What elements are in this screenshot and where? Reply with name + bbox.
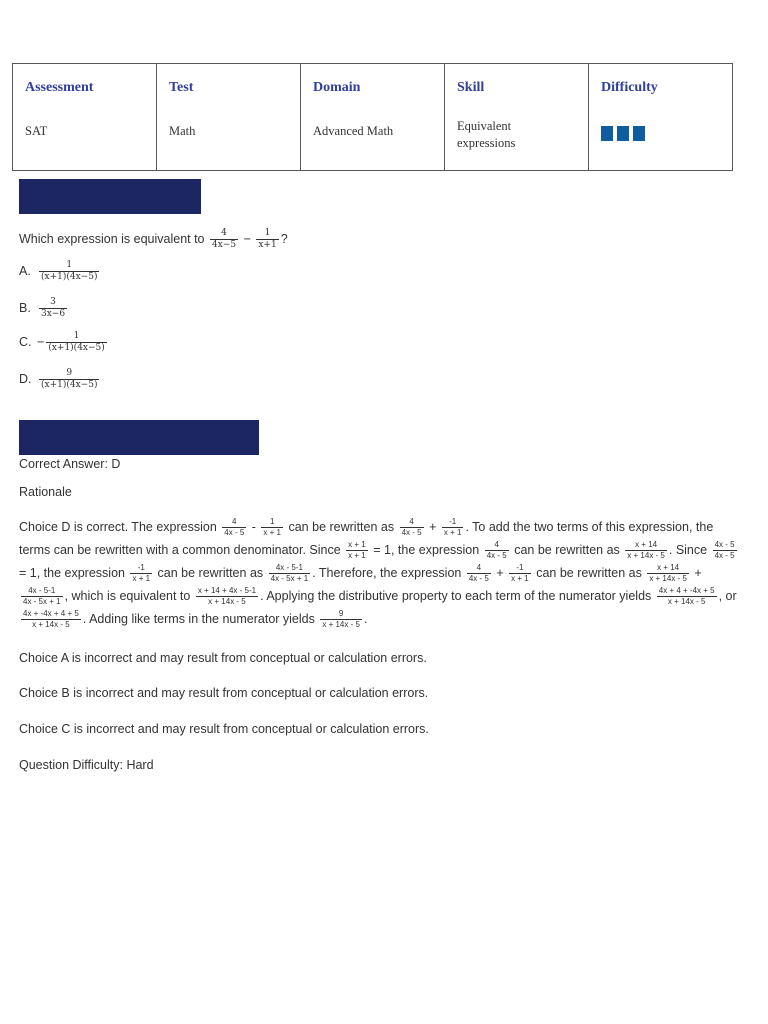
fraction	[196, 586, 258, 607]
fraction-numerator: 4x - 5-1	[21, 586, 63, 597]
fraction-denominator: x + 14x - 5	[32, 620, 70, 630]
fraction-numerator: 4	[210, 228, 238, 240]
fraction-numerator: 4x + -4x + 4 + 5	[23, 609, 79, 619]
text-run: . Since	[668, 543, 708, 557]
fraction-denominator: x + 14x - 5	[667, 597, 706, 607]
fraction-numerator: 4	[222, 517, 246, 528]
fraction-numerator: 1	[256, 228, 278, 240]
test-heading: Test	[169, 80, 194, 95]
question-id-bar	[19, 179, 201, 214]
text-run: +	[694, 566, 702, 580]
text-run: can be rewritten as	[157, 566, 264, 580]
fraction	[320, 609, 362, 630]
question-stem	[19, 228, 288, 251]
text-run: can be rewritten as	[536, 566, 642, 580]
fraction-denominator: x + 14x - 5	[649, 574, 687, 584]
fraction-numerator: 4	[400, 517, 424, 528]
option-label: A.	[19, 263, 31, 278]
option-c[interactable]	[19, 331, 109, 354]
rationale-paragraph	[19, 516, 744, 631]
fraction-denominator: 4x−5	[212, 240, 237, 250]
fraction-numerator: 9	[39, 368, 99, 380]
skill-cell	[445, 64, 589, 171]
fraction-numerator: 9	[320, 609, 362, 620]
fraction	[713, 540, 737, 561]
text-run: = 1, the expression	[373, 543, 480, 557]
fraction	[346, 540, 368, 561]
option-label: B.	[19, 300, 31, 315]
correct-answer: Correct Answer: D	[19, 457, 121, 471]
fraction	[21, 609, 81, 630]
fraction-numerator: 1	[46, 331, 106, 343]
fraction-numerator: 4	[485, 540, 509, 551]
difficulty-bar	[617, 126, 629, 141]
fraction-numerator: 4	[467, 563, 491, 574]
minus-sign: −	[243, 231, 251, 246]
fraction	[400, 517, 424, 538]
fraction	[442, 517, 464, 538]
rationale-heading: Rationale	[19, 485, 72, 499]
fraction-numerator: 1	[39, 260, 99, 272]
domain-cell	[301, 64, 445, 171]
text-run: can be rewritten as	[288, 520, 395, 534]
fraction-numerator: -1	[509, 563, 531, 574]
fraction-denominator: 4x - 5x + 1	[23, 597, 61, 607]
fraction	[509, 563, 531, 584]
test-cell	[157, 64, 301, 171]
text-run: .	[363, 612, 368, 626]
metadata-table	[12, 63, 733, 171]
option-sign: −	[37, 334, 45, 349]
difficulty-indicator	[601, 126, 720, 141]
fraction-numerator: x + 14	[625, 540, 667, 551]
fraction-denominator: 4x - 5	[714, 551, 735, 561]
math-fraction	[39, 260, 99, 283]
fraction	[647, 563, 689, 584]
text-run: . To add the two terms of this expression, the	[465, 520, 714, 534]
fraction-denominator: 4x - 5	[224, 528, 245, 538]
fraction-denominator: x + 1	[263, 528, 281, 538]
math-fraction	[39, 368, 99, 391]
option-a[interactable]	[19, 260, 101, 283]
fraction-denominator: (x+1)(4x−5)	[41, 272, 98, 282]
fraction-numerator: 4x - 5-1	[269, 563, 311, 574]
fraction-numerator: 4x + 4 + -4x + 5	[658, 586, 715, 596]
fraction-denominator: 4x - 5	[486, 551, 507, 561]
fraction-denominator: x+1	[258, 240, 277, 250]
domain-value: Advanced Math	[313, 124, 394, 138]
difficulty-heading: Difficulty	[601, 80, 658, 95]
fraction-numerator: x + 14	[647, 563, 689, 574]
fraction-denominator: x + 1	[443, 528, 462, 538]
skill-value	[457, 118, 576, 152]
fraction-denominator: x + 14x - 5	[322, 620, 360, 630]
fraction-numerator: x + 14 + 4x - 5-1	[197, 586, 257, 596]
option-label: D.	[19, 371, 32, 386]
fraction-numerator: x + 1	[348, 540, 366, 550]
assessment-cell	[13, 64, 157, 171]
answer-bar	[19, 420, 259, 455]
fraction-denominator: x + 1	[348, 551, 366, 561]
math-fraction	[256, 228, 278, 251]
skill-value-line1: Equivalent	[457, 119, 512, 133]
assessment-heading: Assessment	[25, 80, 94, 95]
fraction	[21, 586, 63, 607]
math-fraction	[46, 331, 106, 354]
question-mark: ?	[280, 231, 288, 246]
math-fraction	[210, 228, 238, 251]
fraction-denominator: x + 14x - 5	[208, 597, 246, 607]
question-difficulty: Question Difficulty: Hard	[19, 758, 154, 772]
fraction-denominator: 3x−6	[41, 309, 66, 319]
fraction	[222, 517, 246, 538]
fraction-numerator: -1	[442, 517, 464, 528]
fraction-denominator: (x+1)(4x−5)	[48, 343, 105, 353]
text-run: can be rewritten as	[514, 543, 620, 557]
difficulty-bar	[633, 126, 645, 141]
option-d[interactable]	[19, 368, 101, 391]
choice-b-explanation: Choice B is incorrect and may result from conceptual or calculation errors.	[19, 686, 429, 700]
option-b[interactable]	[19, 297, 69, 320]
text-run: . Applying the distributive property to each term of the numerator yields	[260, 589, 652, 603]
text-run: Choice D is correct. The expression	[19, 520, 217, 534]
text-run: +	[429, 520, 437, 534]
text-run: terms can be rewritten with a common denominator. Since	[19, 543, 341, 557]
fraction	[625, 540, 667, 561]
skill-value-line2: expressions	[457, 136, 516, 150]
fraction-numerator: 1	[261, 517, 283, 528]
text-run: . Therefore, the expression	[312, 566, 462, 580]
choice-c-explanation: Choice C is incorrect and may result from conceptual or calculation errors.	[19, 722, 429, 736]
fraction-denominator: 4x - 5	[468, 574, 489, 584]
text-run: +	[496, 566, 504, 580]
fraction-denominator: x + 1	[132, 574, 151, 584]
fraction-denominator: x + 14x - 5	[627, 551, 665, 561]
math-fraction	[39, 297, 67, 320]
text-run: -	[251, 520, 256, 534]
fraction	[130, 563, 152, 584]
fraction-denominator: (x+1)(4x−5)	[41, 380, 98, 390]
question-prefix: Which expression is equivalent to	[19, 231, 205, 246]
choice-a-explanation: Choice A is incorrect and may result from conceptual or calculation errors.	[19, 651, 427, 665]
text-run: , or	[718, 589, 737, 603]
domain-heading: Domain	[313, 80, 361, 95]
text-run: = 1, the expression	[19, 566, 125, 580]
fraction	[467, 563, 491, 584]
fraction	[269, 563, 311, 584]
difficulty-bar	[601, 126, 613, 141]
skill-heading: Skill	[457, 80, 485, 95]
fraction	[657, 586, 717, 607]
fraction-denominator: 4x - 5x + 1	[270, 574, 309, 584]
text-run: , which is equivalent to	[64, 589, 191, 603]
option-label: C.	[19, 334, 32, 349]
fraction-numerator: 3	[39, 297, 67, 309]
test-value: Math	[169, 124, 196, 138]
fraction-numerator: 4x - 5	[714, 540, 735, 550]
text-run: . Adding like terms in the numerator yields	[82, 612, 315, 626]
assessment-value: SAT	[25, 124, 48, 138]
fraction	[485, 540, 509, 561]
difficulty-cell	[589, 64, 733, 171]
fraction-denominator: 4x - 5	[401, 528, 422, 538]
fraction-denominator: x + 1	[511, 574, 529, 584]
fraction	[261, 517, 283, 538]
fraction-numerator: -1	[130, 563, 152, 574]
